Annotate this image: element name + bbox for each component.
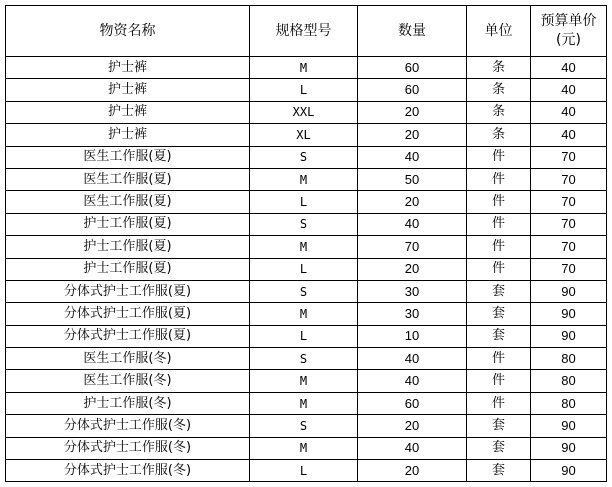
header-row (6, 6, 607, 57)
cell-unit: 套 (467, 280, 531, 302)
cell-unit-price: 90 (531, 437, 607, 459)
table-body (6, 57, 607, 482)
cell-unit-price: 80 (531, 348, 607, 370)
cell-item-name: 护士工作服(冬) (6, 392, 250, 414)
cell-item-name: 护士裤 (6, 124, 250, 146)
cell-quantity: 50 (358, 168, 467, 190)
cell-item-name: 护士裤 (6, 79, 250, 101)
cell-quantity: 20 (358, 101, 467, 123)
cell-unit: 套 (467, 325, 531, 347)
cell-spec: S (250, 415, 358, 437)
cell-item-name: 医生工作服(夏) (6, 191, 250, 213)
cell-unit-price: 40 (531, 79, 607, 101)
cell-item-name: 护士工作服(夏) (6, 213, 250, 235)
cell-spec: L (250, 191, 358, 213)
cell-unit: 件 (467, 258, 531, 280)
header-unit: 单位 (467, 6, 531, 57)
cell-item-name: 护士裤 (6, 57, 250, 79)
header-spec: 规格型号 (250, 6, 358, 57)
cell-unit: 套 (467, 415, 531, 437)
cell-item-name: 分体式护士工作服(冬) (6, 415, 250, 437)
cell-unit-price: 70 (531, 191, 607, 213)
table-row (6, 303, 607, 325)
cell-unit-price: 40 (531, 101, 607, 123)
cell-spec: M (250, 370, 358, 392)
table-row (6, 101, 607, 123)
cell-spec: XXL (250, 101, 358, 123)
cell-unit-price: 80 (531, 392, 607, 414)
cell-item-name: 医生工作服(冬) (6, 348, 250, 370)
cell-unit: 条 (467, 79, 531, 101)
cell-unit-price: 90 (531, 303, 607, 325)
cell-spec: L (250, 258, 358, 280)
cell-unit: 条 (467, 101, 531, 123)
cell-spec: S (250, 213, 358, 235)
cell-unit-price: 40 (531, 124, 607, 146)
cell-quantity: 30 (358, 303, 467, 325)
cell-quantity: 70 (358, 236, 467, 258)
cell-unit-price: 90 (531, 460, 607, 482)
cell-unit-price: 70 (531, 213, 607, 235)
cell-spec: L (250, 460, 358, 482)
cell-quantity: 40 (358, 146, 467, 168)
table-row (6, 348, 607, 370)
cell-spec: M (250, 236, 358, 258)
cell-item-name: 护士裤 (6, 101, 250, 123)
cell-unit: 套 (467, 460, 531, 482)
table-row (6, 146, 607, 168)
header-item-name: 物资名称 (6, 6, 250, 57)
cell-unit: 套 (467, 437, 531, 459)
table-row (6, 460, 607, 482)
cell-unit-price: 90 (531, 280, 607, 302)
cell-unit-price: 70 (531, 146, 607, 168)
cell-quantity: 60 (358, 392, 467, 414)
cell-unit-price: 90 (531, 415, 607, 437)
cell-item-name: 分体式护士工作服(夏) (6, 325, 250, 347)
cell-unit-price: 70 (531, 236, 607, 258)
cell-quantity: 20 (358, 460, 467, 482)
table-row (6, 168, 607, 190)
table-row (6, 392, 607, 414)
cell-quantity: 40 (358, 348, 467, 370)
table-row (6, 258, 607, 280)
cell-item-name: 医生工作服(冬) (6, 370, 250, 392)
cell-quantity: 40 (358, 370, 467, 392)
cell-quantity: 20 (358, 124, 467, 146)
cell-unit-price: 70 (531, 168, 607, 190)
table-row (6, 57, 607, 79)
header-quantity: 数量 (358, 6, 467, 57)
cell-spec: M (250, 437, 358, 459)
cell-unit: 件 (467, 236, 531, 258)
cell-unit-price: 90 (531, 325, 607, 347)
cell-quantity: 20 (358, 415, 467, 437)
table-row (6, 124, 607, 146)
cell-unit-price: 70 (531, 258, 607, 280)
table-row (6, 191, 607, 213)
cell-item-name: 护士工作服(夏) (6, 236, 250, 258)
cell-unit-price: 40 (531, 57, 607, 79)
cell-spec: S (250, 146, 358, 168)
cell-item-name: 医生工作服(夏) (6, 168, 250, 190)
cell-spec: M (250, 392, 358, 414)
cell-item-name: 分体式护士工作服(冬) (6, 437, 250, 459)
cell-spec: L (250, 325, 358, 347)
cell-item-name: 分体式护士工作服(夏) (6, 280, 250, 302)
cell-spec: S (250, 348, 358, 370)
cell-unit: 件 (467, 191, 531, 213)
cell-item-name: 医生工作服(夏) (6, 146, 250, 168)
cell-unit: 件 (467, 146, 531, 168)
cell-spec: XL (250, 124, 358, 146)
table-row (6, 236, 607, 258)
cell-spec: M (250, 303, 358, 325)
table-row (6, 415, 607, 437)
cell-unit: 件 (467, 348, 531, 370)
table-row (6, 213, 607, 235)
cell-unit: 条 (467, 57, 531, 79)
cell-spec: M (250, 168, 358, 190)
cell-unit: 件 (467, 168, 531, 190)
cell-item-name: 分体式护士工作服(冬) (6, 460, 250, 482)
cell-quantity: 40 (358, 437, 467, 459)
cell-spec: L (250, 79, 358, 101)
table-row (6, 370, 607, 392)
cell-spec: M (250, 57, 358, 79)
cell-unit: 件 (467, 370, 531, 392)
cell-unit: 条 (467, 124, 531, 146)
cell-quantity: 60 (358, 57, 467, 79)
cell-item-name: 护士工作服(夏) (6, 258, 250, 280)
cell-quantity: 30 (358, 280, 467, 302)
table-row (6, 79, 607, 101)
table-row (6, 437, 607, 459)
cell-unit: 件 (467, 213, 531, 235)
header-unit-price: 预算单价(元) (531, 6, 607, 57)
cell-quantity: 40 (358, 213, 467, 235)
cell-unit: 套 (467, 303, 531, 325)
table-row (6, 280, 607, 302)
table-row (6, 325, 607, 347)
cell-unit: 件 (467, 392, 531, 414)
cell-quantity: 20 (358, 258, 467, 280)
cell-item-name: 分体式护士工作服(夏) (6, 303, 250, 325)
cell-quantity: 20 (358, 191, 467, 213)
supplies-table (5, 5, 607, 482)
cell-quantity: 60 (358, 79, 467, 101)
cell-spec: S (250, 280, 358, 302)
cell-unit-price: 80 (531, 370, 607, 392)
cell-quantity: 10 (358, 325, 467, 347)
